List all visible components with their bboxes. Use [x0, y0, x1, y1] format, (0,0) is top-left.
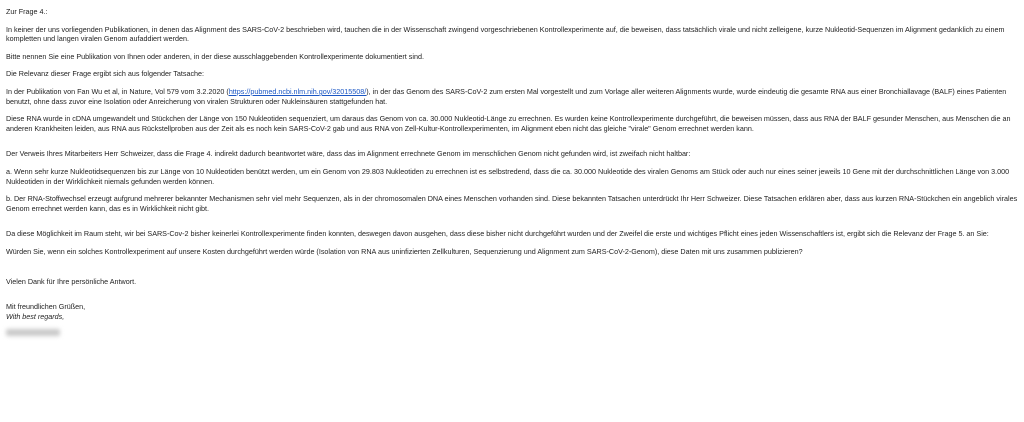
thanks-line: Vielen Dank für Ihre persönliche Antwort.	[6, 276, 137, 286]
fan-wu-text-end: ), in der das Genom des SARS-CoV-2 zum ersten Mal vorgestellt und zum Vorlage aller weiteren Alignments wurde, wurde eindeutig die gesamte RNA aus einer Bronchiallavage (BALF) eines Patienten benutzt, ohne dass zuvor eine Isolation oder Anreicherung von viralen Strukturen oder Nukleinsäuren stattgefunden hat.	[6, 86, 1007, 106]
closing-english: With best regards,	[6, 311, 65, 321]
pubmed-link[interactable]: https://pubmed.ncbi.nlm.nih.gov/32015508/	[228, 86, 367, 96]
paragraph-schweizer: Der Verweis Ihres Mitarbeiters Herr Schweizer, dass die Frage 4. indirekt dadurch beantwortet wäre, dass das im Alignment errechnete Genom im menschlichen Genom nicht gefunden wird, ist zweifach nicht haltbar:	[6, 149, 691, 159]
paragraph-cdna: Diese RNA wurde in cDNA umgewandelt und Stückchen der Länge von 150 Nukleotiden sequenziert, um daraus das Genom von ca. 30.000 Nukleotid-Länge zu errechnen. Es wurden keine Kontrollexperimente durchgeführt, die beweisen müssen, dass aus RNA der BALF gesunder Menschen, aus Menschen die an anderen Krankheiten leiden, aus RNA aus Rückstellproben aus der Zeit als es noch kein SARS-CoV-2 gab und aus RNA von Zell-Kultur-Kontrollexperimenten, im Alignment eben nicht das gleiche "virale" Genom errechnet werden kann.	[6, 114, 1011, 133]
paragraph-publish-request: Würden Sie, wenn ein solches Kontrollexperiment auf unsere Kosten durchgeführt werden würde (Isolation von RNA aus uninfizierten Zellkulturen, Sequenzierung und Alignment zum SARS-CoV-2-Genom), diese Daten mit uns zusammen publizieren?	[6, 246, 803, 256]
paragraph-fan-wu	[6, 87, 1018, 106]
paragraph-point-a: a. Wenn sehr kurze Nukleotidsequenzen bis zur Länge von 10 Nukleotiden benützt werden, um ein Genom von 29.803 Nukleotiden zu errechnen ist es selbstredend, dass die ca. 30.000 Nukleotide des viralen Genoms am Stück oder auch nur eines seiner jeweils 10 Gene mit der durchschnittlichen Länge von 3.000 Nukleotiden in der Wirklichkeit niemals gefunden werden können.	[6, 166, 1010, 186]
redacted-signature	[6, 329, 60, 336]
paragraph-question-5: Da diese Möglichkeit im Raum steht, wir bei SARS-Cov-2 bisher keinerlei Kontrollexperimente finden konnten, deswegen davon ausgehen, dass diese bisher nicht durchgeführt wurden und der Zweifel die erste und wichtiges Pflicht eines jeden Wissenschaftlers ist, ergibt sich die Relevanz der Frage 5. an Sie:	[6, 229, 989, 239]
closing-german: Mit freundlichen Grüßen,	[6, 302, 86, 312]
paragraph-relevance: Die Relevanz dieser Frage ergibt sich aus folgender Tatsache:	[6, 69, 205, 79]
paragraph-point-b: b. Der RNA-Stoffwechsel erzeugt aufgrund mehrerer bekannter Mechanismen sehr viel mehr Sequenzen, als in der chromosomalen DNA eines Menschen vorhanden sind. Diese bekannten Tatsachen unterdrückt Ihr Herr Schweizer. Diese Tatsachen erklären aber, dass aus kurzen RNA-Stückchen ein angeblich virales Genom errechnet werden kann, das es in Wirklichkeit nicht gibt.	[6, 194, 1018, 213]
question-heading: Zur Frage 4.:	[6, 7, 48, 16]
fan-wu-text-start: In der Publikation von Fan Wu et al, in Nature, Vol 579 vom 3.2.2020 (	[6, 86, 229, 96]
paragraph-publications: In keiner der uns vorliegenden Publikationen, in denen das Alignment des SARS-CoV-2 beschrieben wird, tauchen die in der Wissenschaft zwingend vorgeschriebenen Kontrollexperimente auf, die beweisen, dass tatsächlich virale und nicht zelleigene, kurze Nukleotid-Sequenzen im Alignment gedanklich zu einem kompletten und langen viralen Genom aufaddiert werden.	[6, 24, 1005, 44]
paragraph-request: Bitte nennen Sie eine Publikation von Ihnen oder anderen, in der diese ausschlaggebenden Kontrollexperimente dokumentiert sind.	[6, 51, 424, 61]
